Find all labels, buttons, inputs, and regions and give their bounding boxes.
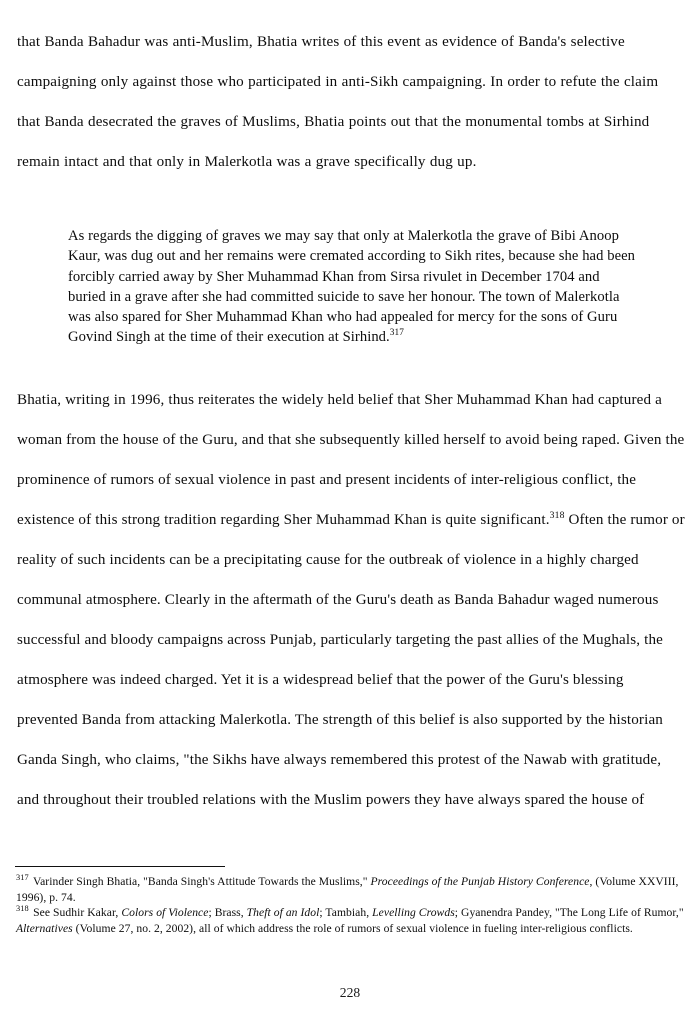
footnote-317 xyxy=(16,874,688,905)
footnote-number-318: 318 xyxy=(16,904,29,914)
footnote-318 xyxy=(16,905,688,936)
footnote-317-text-1: Varinder Singh Bhatia, "Banda Singh's Attitude Towards the Muslims," xyxy=(30,875,371,888)
footnote-number-317: 317 xyxy=(16,873,29,883)
footnote-318-title-1: Colors of Violence xyxy=(121,906,209,920)
footnotes-section xyxy=(16,874,688,936)
footnote-318-text-1: See Sudhir Kakar, xyxy=(30,906,122,920)
page-number: 228 xyxy=(339,985,361,1000)
footnote-318-text-2: ; Brass, xyxy=(208,906,247,920)
footnote-318-title-4: Alternatives xyxy=(16,921,73,935)
footnote-marker-318: 318 xyxy=(549,509,565,521)
footnote-separator-rule xyxy=(15,866,225,867)
footnote-318-text-3: ; Tambiah, xyxy=(319,906,373,920)
paragraph-segment-1: Bhatia, writing in 1996, thus reiterates the widely held belief that Sher Muhammad Khan had captured a woman from the house of the Guru, and that she subsequently killed herself to avoid being raped. Given the prominence of rumors of sexual violence in past and present incidents of inter-religious conflict, the existence of this strong tradition regarding Sher Muhammad Khan is quite significant. xyxy=(17,392,685,528)
footnote-318-title-2: Theft of an Idol xyxy=(246,906,320,920)
paragraph-after-quotation xyxy=(17,380,686,820)
paragraph-continuation: that Banda Bahadur was anti-Muslim, Bhatia writes of this event as evidence of Banda's selective campaigning only against those who participated in anti-Sikh campaigning. In order to refute the claim that Banda desecrated the graves of Muslims, Bhatia points out that the monumental tombs at Sirhind remain intact and that only in Malerkotla was a grave specifically dug up. xyxy=(17,34,659,170)
footnote-318-text-4: ; Gyanendra Pandey, "The Long Life of Rumor," xyxy=(454,906,684,920)
footnote-318-text-5: (Volume 27, no. 2, 2002), all of which address the role of rumors of sexual violence in fueling inter-religious conflicts. xyxy=(72,921,633,935)
footnote-317-text-2: , (Volume XXVIII, 1996), p. 74. xyxy=(16,875,679,904)
body-text-block xyxy=(17,22,684,182)
footnote-317-title: Proceedings of the Punjab History Conference xyxy=(370,875,590,888)
paragraph-segment-2: Often the rumor or reality of such incidents can be a precipitating cause for the outbreak of violence in a highly charged communal atmosphere. Clearly in the aftermath of the Guru's death as Banda Bahadur waged numerous successful and bloody campaigns across Punjab, particularly targeting the past allies of the Mughals, the atmosphere was indeed charged. Yet it is a widespread belief that the power of the Guru's blessing prevented Banda from attacking Malerkotla. The strength of this belief is also supported by the historian Ganda Singh, who claims, "the Sikhs have always remembered this protest of the Nawab with gratitude, and throughout their troubled relations with the Muslim powers they have always spared the house of xyxy=(17,512,685,808)
blockquote-text: As regards the digging of graves we may say that only at Malerkotla the grave of Bibi Anoop Kaur, was dug out and her remains were cremated according to Sikh rites, because she had been forcibly carried away by Sher Muhammad Khan from Sirsa rivulet in December 1704 and buried in a grave after she had committed suicide to save her honour. The town of Malerkotla was also spared for Sher Muhammad Khan who had appealed for mercy for the sons of Guru Govind Singh at the time of their execution at Sirhind. xyxy=(68,228,636,346)
block-quotation xyxy=(68,226,640,348)
footnote-marker-317: 317 xyxy=(389,328,404,339)
footnote-318-title-3: Levelling Crowds xyxy=(372,906,455,920)
